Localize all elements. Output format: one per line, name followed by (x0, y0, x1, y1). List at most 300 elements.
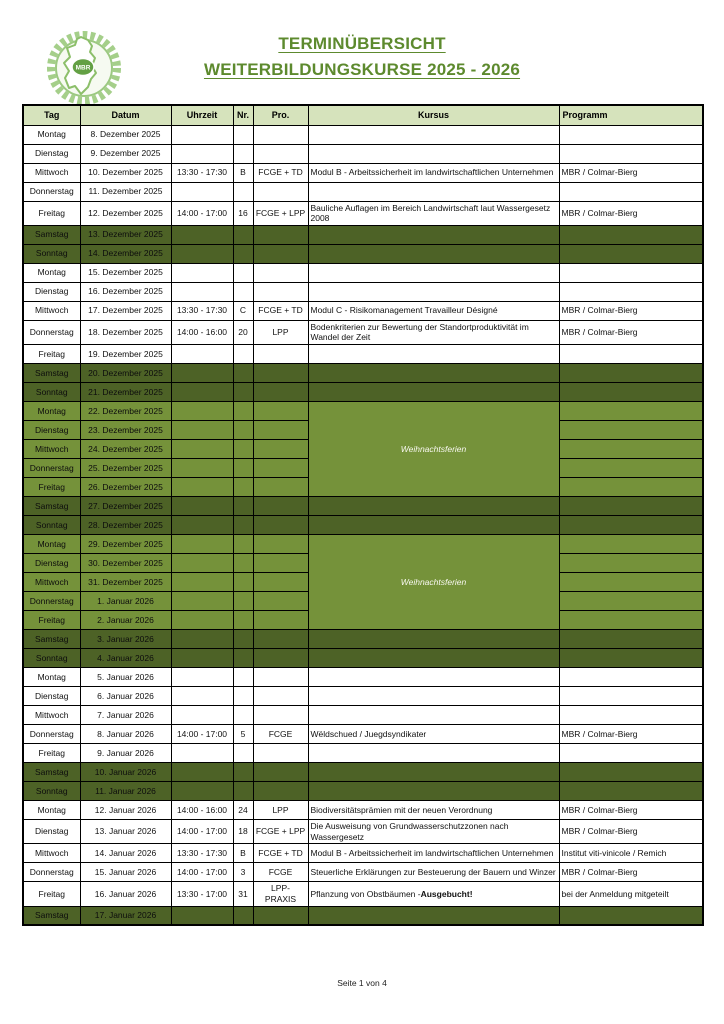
nr-cell: C (233, 301, 253, 320)
uhrzeit-cell: 14:00 - 17:00 (171, 863, 233, 882)
uhrzeit-cell (171, 554, 233, 573)
pro-cell (253, 668, 308, 687)
nr-cell (233, 125, 253, 144)
nr-cell: 5 (233, 725, 253, 744)
datum-cell: 12. Januar 2026 (80, 801, 171, 820)
kursus-cell (308, 782, 559, 801)
programm-cell (559, 244, 703, 263)
tag-cell: Dienstag (23, 282, 80, 301)
table-row (23, 125, 703, 144)
pro-cell (253, 497, 308, 516)
table-row (23, 263, 703, 282)
tag-cell: Montag (23, 668, 80, 687)
table-row (23, 201, 703, 225)
kursus-cell: Biodiversitätsprämien mit der neuen Verordnung (308, 801, 559, 820)
datum-cell: 14. Januar 2026 (80, 844, 171, 863)
table-row (23, 516, 703, 535)
nr-cell (233, 282, 253, 301)
column-header-uhrzeit: Uhrzeit (171, 105, 233, 125)
pro-cell (253, 535, 308, 554)
pro-cell: FCGE (253, 725, 308, 744)
pro-cell (253, 144, 308, 163)
uhrzeit-cell: 13:30 - 17:30 (171, 844, 233, 863)
table-row (23, 163, 703, 182)
tag-cell: Donnerstag (23, 459, 80, 478)
pro-cell (253, 421, 308, 440)
datum-cell: 22. Dezember 2025 (80, 402, 171, 421)
table-header (23, 105, 703, 125)
datum-cell: 13. Dezember 2025 (80, 225, 171, 244)
pro-cell: LPP (253, 320, 308, 344)
uhrzeit-cell (171, 706, 233, 725)
uhrzeit-cell: 14:00 - 16:00 (171, 801, 233, 820)
tag-cell: Donnerstag (23, 320, 80, 344)
nr-cell (233, 402, 253, 421)
table-row (23, 364, 703, 383)
uhrzeit-cell (171, 535, 233, 554)
table-row (23, 383, 703, 402)
datum-cell: 11. Januar 2026 (80, 782, 171, 801)
pro-cell (253, 225, 308, 244)
tag-cell: Freitag (23, 744, 80, 763)
nr-cell (233, 364, 253, 383)
kursus-holiday-cell: Weihnachtsferien (308, 402, 559, 497)
tag-cell: Samstag (23, 630, 80, 649)
programm-cell (559, 402, 703, 421)
table-row (23, 225, 703, 244)
nr-cell (233, 906, 253, 925)
uhrzeit-cell (171, 687, 233, 706)
pro-cell (253, 478, 308, 497)
kursus-cell: Modul C - Risikomanagement Travailleur Désigné (308, 301, 559, 320)
tag-cell: Montag (23, 402, 80, 421)
programm-cell (559, 440, 703, 459)
tag-cell: Mittwoch (23, 301, 80, 320)
uhrzeit-cell: 14:00 - 17:00 (171, 201, 233, 225)
programm-cell: MBR / Colmar-Bierg (559, 820, 703, 844)
page-title-line1: TERMINÜBERSICHT (278, 34, 446, 53)
pro-cell (253, 782, 308, 801)
nr-cell (233, 516, 253, 535)
programm-cell: MBR / Colmar-Bierg (559, 301, 703, 320)
programm-cell: Institut viti-vinicole / Remich (559, 844, 703, 863)
pro-cell: FCGE + TD (253, 301, 308, 320)
datum-cell: 17. Dezember 2025 (80, 301, 171, 320)
kursus-cell (308, 706, 559, 725)
table-row (23, 301, 703, 320)
uhrzeit-cell (171, 263, 233, 282)
programm-cell (559, 383, 703, 402)
datum-cell: 16. Dezember 2025 (80, 282, 171, 301)
tag-cell: Mittwoch (23, 440, 80, 459)
pro-cell (253, 125, 308, 144)
kursus-cell (308, 497, 559, 516)
mbr-logo-emblem (44, 26, 124, 108)
uhrzeit-cell (171, 225, 233, 244)
tag-cell: Mittwoch (23, 844, 80, 863)
uhrzeit-cell (171, 459, 233, 478)
table-row (23, 687, 703, 706)
tag-cell: Donnerstag (23, 863, 80, 882)
kursus-cell: Die Ausweisung von Grundwasserschutzzonen nach Wassergesetz (308, 820, 559, 844)
uhrzeit-cell (171, 345, 233, 364)
pro-cell: FCGE (253, 863, 308, 882)
datum-cell: 15. Dezember 2025 (80, 263, 171, 282)
uhrzeit-cell (171, 668, 233, 687)
tag-cell: Montag (23, 535, 80, 554)
nr-cell (233, 440, 253, 459)
pro-cell (253, 282, 308, 301)
kursus-cell (308, 744, 559, 763)
datum-cell: 19. Dezember 2025 (80, 345, 171, 364)
programm-cell (559, 592, 703, 611)
programm-cell (559, 282, 703, 301)
pro-cell (253, 744, 308, 763)
programm-cell (559, 182, 703, 201)
tag-cell: Mittwoch (23, 163, 80, 182)
programm-cell (559, 497, 703, 516)
uhrzeit-cell: 13:30 - 17:00 (171, 882, 233, 906)
column-header-programm: Programm (559, 105, 703, 125)
uhrzeit-cell (171, 573, 233, 592)
tag-cell: Samstag (23, 364, 80, 383)
uhrzeit-cell (171, 383, 233, 402)
uhrzeit-cell: 14:00 - 17:00 (171, 725, 233, 744)
programm-cell (559, 687, 703, 706)
nr-cell (233, 592, 253, 611)
kursus-cell: Modul B - Arbeitssicherheit im landwirtschaftlichen Unternehmen (308, 844, 559, 863)
uhrzeit-cell (171, 592, 233, 611)
column-header-tag: Tag (23, 105, 80, 125)
datum-cell: 26. Dezember 2025 (80, 478, 171, 497)
kursus-cell (308, 345, 559, 364)
uhrzeit-cell (171, 611, 233, 630)
pro-cell: FCGE + LPP (253, 820, 308, 844)
column-header-pro: Pro. (253, 105, 308, 125)
kursus-cell (308, 906, 559, 925)
table-row (23, 882, 703, 906)
tag-cell: Dienstag (23, 820, 80, 844)
pro-cell (253, 906, 308, 925)
tag-cell: Samstag (23, 225, 80, 244)
tag-cell: Sonntag (23, 649, 80, 668)
kursus-cell (308, 282, 559, 301)
kursus-cell (308, 383, 559, 402)
nr-cell (233, 573, 253, 592)
nr-cell (233, 244, 253, 263)
kursus-cell (308, 630, 559, 649)
datum-cell: 29. Dezember 2025 (80, 535, 171, 554)
kursus-cell (308, 364, 559, 383)
kursus-cell: Bauliche Auflagen im Bereich Landwirtschaft laut Wassergesetz 2008 (308, 201, 559, 225)
tag-cell: Freitag (23, 345, 80, 364)
nr-cell: B (233, 844, 253, 863)
nr-cell (233, 630, 253, 649)
header-row (23, 105, 703, 125)
datum-cell: 17. Januar 2026 (80, 906, 171, 925)
programm-cell (559, 345, 703, 364)
uhrzeit-cell: 14:00 - 17:00 (171, 820, 233, 844)
datum-cell: 23. Dezember 2025 (80, 421, 171, 440)
programm-cell (559, 459, 703, 478)
uhrzeit-cell: 13:30 - 17:30 (171, 301, 233, 320)
table-row (23, 763, 703, 782)
programm-cell (559, 516, 703, 535)
datum-cell: 25. Dezember 2025 (80, 459, 171, 478)
programm-cell (559, 573, 703, 592)
programm-cell (559, 554, 703, 573)
column-header-nr: Nr. (233, 105, 253, 125)
programm-cell (559, 630, 703, 649)
nr-cell (233, 459, 253, 478)
datum-cell: 15. Januar 2026 (80, 863, 171, 882)
pro-cell (253, 706, 308, 725)
tag-cell: Mittwoch (23, 706, 80, 725)
programm-cell (559, 649, 703, 668)
nr-cell (233, 763, 253, 782)
programm-cell (559, 906, 703, 925)
datum-cell: 31. Dezember 2025 (80, 573, 171, 592)
uhrzeit-cell: 13:30 - 17:30 (171, 163, 233, 182)
kursus-cell (308, 125, 559, 144)
programm-cell: bei der Anmeldung mitgeteilt (559, 882, 703, 906)
tag-cell: Dienstag (23, 554, 80, 573)
nr-cell: 20 (233, 320, 253, 344)
table-row (23, 144, 703, 163)
mbr-logo (44, 26, 124, 108)
schedule-table (22, 104, 704, 926)
pro-cell: FCGE + TD (253, 844, 308, 863)
programm-cell (559, 421, 703, 440)
nr-cell (233, 649, 253, 668)
programm-cell: MBR / Colmar-Bierg (559, 320, 703, 344)
pro-cell (253, 383, 308, 402)
table-row (23, 282, 703, 301)
kursus-cell (308, 263, 559, 282)
datum-cell: 13. Januar 2026 (80, 820, 171, 844)
uhrzeit-cell (171, 421, 233, 440)
datum-cell: 16. Januar 2026 (80, 882, 171, 906)
datum-cell: 10. Dezember 2025 (80, 163, 171, 182)
table-row (23, 725, 703, 744)
datum-cell: 9. Januar 2026 (80, 744, 171, 763)
pro-cell: LPP (253, 801, 308, 820)
pro-cell (253, 440, 308, 459)
datum-cell: 28. Dezember 2025 (80, 516, 171, 535)
datum-cell: 9. Dezember 2025 (80, 144, 171, 163)
uhrzeit-cell (171, 906, 233, 925)
pro-cell (253, 182, 308, 201)
tag-cell: Dienstag (23, 687, 80, 706)
uhrzeit-cell (171, 478, 233, 497)
programm-cell (559, 782, 703, 801)
table-row (23, 320, 703, 344)
kursus-cell: Wëldschued / Juegdsyndikater (308, 725, 559, 744)
programm-cell: MBR / Colmar-Bierg (559, 163, 703, 182)
pro-cell (253, 592, 308, 611)
table-row (23, 782, 703, 801)
programm-cell (559, 611, 703, 630)
datum-cell: 11. Dezember 2025 (80, 182, 171, 201)
pro-cell (253, 244, 308, 263)
tag-cell: Dienstag (23, 421, 80, 440)
nr-cell (233, 611, 253, 630)
table-row (23, 863, 703, 882)
datum-cell: 18. Dezember 2025 (80, 320, 171, 344)
kursus-cell (308, 649, 559, 668)
tag-cell: Sonntag (23, 244, 80, 263)
pro-cell (253, 345, 308, 364)
programm-cell: MBR / Colmar-Bierg (559, 725, 703, 744)
table-row (23, 744, 703, 763)
pro-cell (253, 459, 308, 478)
programm-cell (559, 225, 703, 244)
datum-cell: 20. Dezember 2025 (80, 364, 171, 383)
kursus-cell (308, 225, 559, 244)
pro-cell (253, 611, 308, 630)
uhrzeit-cell (171, 125, 233, 144)
nr-cell (233, 497, 253, 516)
tag-cell: Freitag (23, 882, 80, 906)
uhrzeit-cell (171, 244, 233, 263)
tag-cell: Montag (23, 125, 80, 144)
table-row (23, 844, 703, 863)
page-number: Seite 1 von 4 (337, 978, 387, 988)
programm-cell (559, 744, 703, 763)
pro-cell (253, 364, 308, 383)
programm-cell (559, 478, 703, 497)
tag-cell: Mittwoch (23, 573, 80, 592)
datum-cell: 14. Dezember 2025 (80, 244, 171, 263)
kursus-cell: Steuerliche Erklärungen zur Besteuerung der Bauern und Winzer (308, 863, 559, 882)
tag-cell: Samstag (23, 497, 80, 516)
pro-cell (253, 649, 308, 668)
datum-cell: 10. Januar 2026 (80, 763, 171, 782)
nr-cell (233, 554, 253, 573)
tag-cell: Samstag (23, 906, 80, 925)
programm-cell (559, 125, 703, 144)
uhrzeit-cell: 14:00 - 16:00 (171, 320, 233, 344)
nr-cell: 31 (233, 882, 253, 906)
nr-cell (233, 744, 253, 763)
column-header-kursus: Kursus (308, 105, 559, 125)
programm-cell (559, 535, 703, 554)
nr-cell (233, 687, 253, 706)
pro-cell (253, 687, 308, 706)
uhrzeit-cell (171, 497, 233, 516)
programm-cell: MBR / Colmar-Bierg (559, 201, 703, 225)
pro-cell (253, 763, 308, 782)
datum-cell: 8. Dezember 2025 (80, 125, 171, 144)
nr-cell (233, 345, 253, 364)
programm-cell: MBR / Colmar-Bierg (559, 863, 703, 882)
table-row (23, 630, 703, 649)
table-row (23, 801, 703, 820)
tag-cell: Montag (23, 801, 80, 820)
kursus-cell: Bodenkriterien zur Bewertung der Standortproduktivität im Wandel der Zeit (308, 320, 559, 344)
datum-cell: 12. Dezember 2025 (80, 201, 171, 225)
table-row (23, 820, 703, 844)
uhrzeit-cell (171, 649, 233, 668)
table-row (23, 706, 703, 725)
column-header-datum: Datum (80, 105, 171, 125)
table-row (23, 497, 703, 516)
datum-cell: 27. Dezember 2025 (80, 497, 171, 516)
tag-cell: Sonntag (23, 383, 80, 402)
tag-cell: Samstag (23, 763, 80, 782)
uhrzeit-cell (171, 782, 233, 801)
nr-cell (233, 668, 253, 687)
uhrzeit-cell (171, 182, 233, 201)
kursus-cell (308, 144, 559, 163)
tag-cell: Montag (23, 263, 80, 282)
programm-cell (559, 763, 703, 782)
table-row (23, 535, 703, 554)
nr-cell (233, 535, 253, 554)
programm-cell (559, 706, 703, 725)
table-row (23, 345, 703, 364)
table-row (23, 649, 703, 668)
tag-cell: Freitag (23, 478, 80, 497)
datum-cell: 24. Dezember 2025 (80, 440, 171, 459)
nr-cell: 18 (233, 820, 253, 844)
tag-cell: Donnerstag (23, 182, 80, 201)
tag-cell: Sonntag (23, 516, 80, 535)
kursus-cell (308, 182, 559, 201)
nr-cell: B (233, 163, 253, 182)
datum-cell: 8. Januar 2026 (80, 725, 171, 744)
datum-cell: 6. Januar 2026 (80, 687, 171, 706)
table-row (23, 244, 703, 263)
tag-cell: Freitag (23, 201, 80, 225)
kursus-cell (308, 244, 559, 263)
datum-cell: 21. Dezember 2025 (80, 383, 171, 402)
mbr-badge-text: MBR (75, 64, 91, 72)
datum-cell: 1. Januar 2026 (80, 592, 171, 611)
pro-cell (253, 263, 308, 282)
uhrzeit-cell (171, 402, 233, 421)
tag-cell: Freitag (23, 611, 80, 630)
datum-cell: 2. Januar 2026 (80, 611, 171, 630)
nr-cell (233, 263, 253, 282)
pro-cell (253, 573, 308, 592)
pro-cell (253, 554, 308, 573)
programm-cell (559, 364, 703, 383)
datum-cell: 4. Januar 2026 (80, 649, 171, 668)
pro-cell: FCGE + LPP (253, 201, 308, 225)
programm-cell (559, 263, 703, 282)
nr-cell (233, 383, 253, 402)
tag-cell: Donnerstag (23, 725, 80, 744)
pro-cell: LPP-PRAXIS (253, 882, 308, 906)
uhrzeit-cell (171, 440, 233, 459)
programm-cell (559, 668, 703, 687)
table-row (23, 402, 703, 421)
uhrzeit-cell (171, 744, 233, 763)
kursus-cell (308, 763, 559, 782)
kursus-cell (308, 668, 559, 687)
nr-cell: 3 (233, 863, 253, 882)
kursus-cell: Pflanzung von Obstbäumen -Ausgebucht! (308, 882, 559, 906)
datum-cell: 3. Januar 2026 (80, 630, 171, 649)
uhrzeit-cell (171, 516, 233, 535)
nr-cell (233, 144, 253, 163)
nr-cell (233, 421, 253, 440)
pro-cell (253, 630, 308, 649)
datum-cell: 30. Dezember 2025 (80, 554, 171, 573)
uhrzeit-cell (171, 630, 233, 649)
kursus-cell (308, 687, 559, 706)
